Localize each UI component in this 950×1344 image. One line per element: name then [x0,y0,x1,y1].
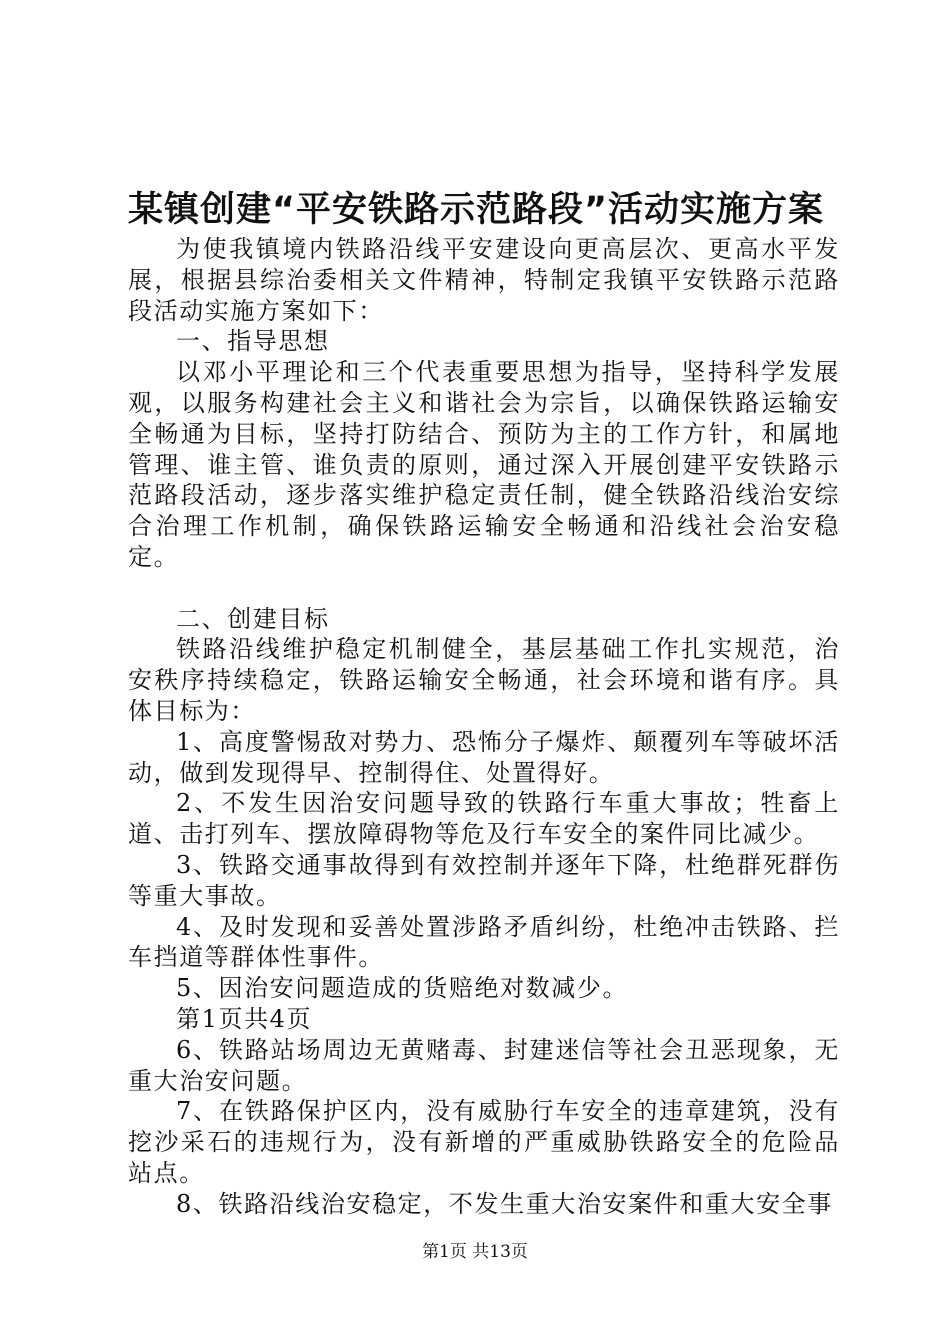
guiding-ideology-paragraph: 以邓小平理论和三个代表重要思想为指导，坚持科学发展观，以服务构建社会主义和谐社会为宗旨，以确保铁路运输安全畅通为目标，坚持打防结合、预防为主的工作方针，和属地管理、谁主管、谁负责的原则，通过深入开展创建平安铁路示范路段活动，逐步落实维护稳定责任制，健全铁路沿线治安综合治理工作机制，确保铁路运输安全畅通和沿线社会治安稳定。 [128,358,840,571]
document-body [128,234,840,1220]
section-heading-goals: 二、创建目标 [176,604,330,633]
intro-paragraph: 为使我镇境内铁路沿线平安建设向更高层次、更高水平发展，根据县综治委相关文件精神，特制定我镇平安铁路示范路段活动实施方案如下： [128,235,840,325]
goal-item-6: 6、铁路站场周边无黄赌毒、封建迷信等社会丑恶现象，无重大治安问题。 [128,1035,840,1095]
goal-item-3: 3、铁路交通事故得到有效控制并逐年下降，杜绝群死群伤等重大事故。 [128,850,840,910]
goal-item-5: 5、因治安问题造成的货赔绝对数减少。 [176,974,629,1003]
paragraph-spacer [128,573,840,604]
section-heading-guiding-ideology: 一、指导思想 [176,327,330,356]
goals-paragraph: 铁路沿线维护稳定机制健全，基层基础工作扎实规范，治安秩序持续稳定，铁路运输安全畅通，社会环境和谐有序。具体目标为： [128,635,840,725]
goal-item-7: 7、在铁路保护区内，没有威胁行车安全的违章建筑，没有挖沙采石的违规行为，没有新增的严重威胁铁路安全的危险品站点。 [128,1097,840,1187]
document-title: 某镇创建“平安铁路示范路段”活动实施方案 [128,190,825,230]
goal-item-2: 2、不发生因治安问题导致的铁路行车重大事故；牲畜上道、击打列车、摆放障碍物等危及行车安全的案件同比减少。 [128,789,840,849]
goal-item-1: 1、高度警惕敌对势力、恐怖分子爆炸、颠覆列车等破坏活动，做到发现得早、控制得住、处置得好。 [128,727,840,787]
goal-item-4: 4、及时发现和妥善处置涉路矛盾纠纷，杜绝冲击铁路、拦车挡道等群体性事件。 [128,912,840,972]
goal-item-8: 8、铁路沿线治安稳定，不发生重大治安案件和重大安全事 [176,1189,833,1218]
page-footer: 第1页 共13页 [422,1242,528,1262]
inline-page-marker: 第1页共4页 [176,1004,313,1033]
